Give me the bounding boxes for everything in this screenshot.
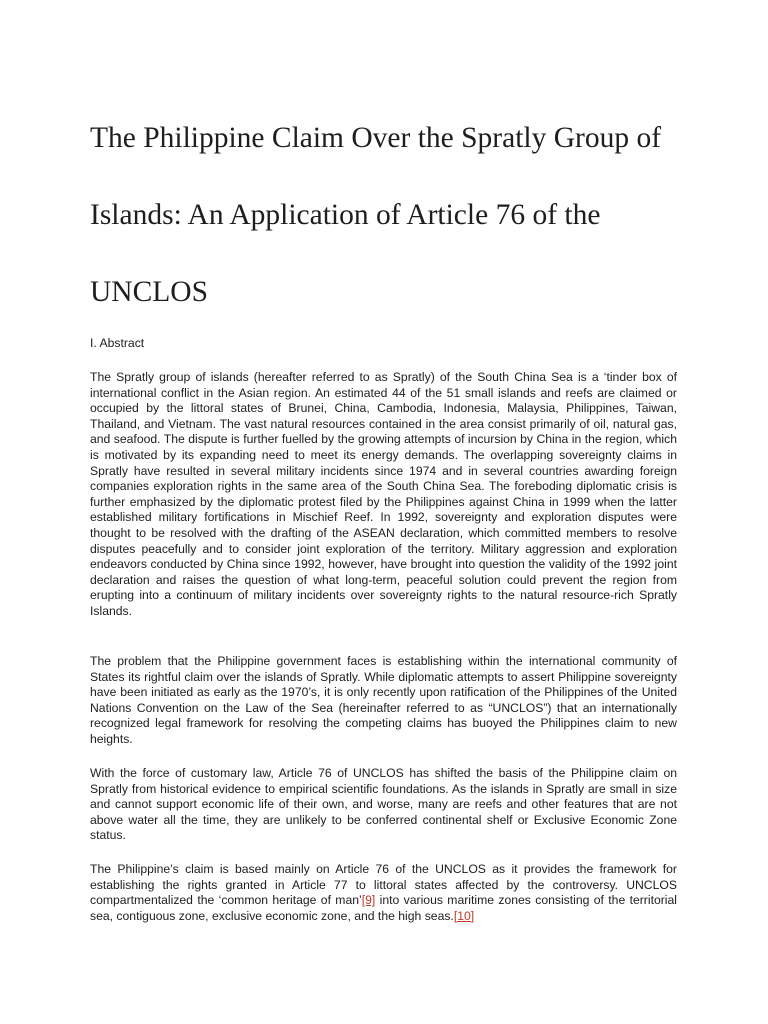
section-heading-abstract: I. Abstract [90,336,145,350]
document-title [90,100,730,331]
paragraph-4-text-a: The Philippine’s claim is based mainly on Article 76 of the UNCLOS as it provides the framework for establishing the rights granted in Article 77 to littoral states affected by the controversy. UNCLOS compartmentalized the ‘common heritage of man’ [90,862,677,908]
paragraph-1: The Spratly group of islands (hereafter referred to as Spratly) of the South China Sea is a ‘tinder box of international conflict in the Asian region. An estimated 44 of the 51 small islands and reefs are claimed or occupied by the littoral states of Brunei, China, Cambodia, Indonesia, Malaysia, Philippines, Taiwan, Thailand, and Vietnam. The vast natural resources contained in the area consist primarily of oil, natural gas, and seafood. The dispute is further fuelled by the growing attempts of incursion by China in the region, which is motivated by its expanding need to meet its energy demands. The overlapping sovereignty claims in Spratly have resulted in several military incidents since 1974 and in several countries awarding foreign companies exploration rights in the same area of the South China Sea. The foreboding diplomatic crisis is further emphasized by the diplomatic protest filed by the Philippines against China in 1999 when the latter established military fortifications in Mischief Reef. In 1992, sovereignty and exploration disputes were thought to be resolved with the drafting of the ASEAN declaration, which committed members to resolve disputes peacefully and to consider joint exploration of the territory. Military aggression and exploration endeavors conducted by China since 1992, however, have brought into question the validity of the 1992 joint declaration and raises the question of what long-term, peaceful solution could prevent the region from erupting into a continuum of military incidents over sovereignty rights to the natural resource-rich Spratly Islands. [90,370,677,618]
title-line-3: UNCLOS [90,276,209,308]
title-line-1: The Philippine Claim Over the Spratly Group of [90,122,662,154]
footnote-link-10[interactable]: [10] [453,908,475,923]
paragraph-3: With the force of customary law, Article 76 of UNCLOS has shifted the basis of the Philippine claim on Spratly from historical evidence to empirical scientific foundations. As the islands in Spratly are small in size and cannot support economic life of their own, and worse, many are reefs and other features that are not above water all the time, they are unlikely to be conferred continental shelf or Exclusive Economic Zone status. [90,766,677,843]
paragraph-4 [90,862,677,924]
footnote-link-9[interactable]: [9] [361,893,376,908]
paragraph-4-text-b: into various maritime zones consisting of the territorial sea, contiguous zone, exclusive economic zone, and the high seas. [90,893,677,923]
paragraph-2: The problem that the Philippine government faces is establishing within the international community of States its rightful claim over the islands of Spratly. While diplomatic attempts to assert Philippine sovereignty have been initiated as early as the 1970’s, it is only recently upon ratification of the Philippines of the United Nations Convention on the Law of the Sea (hereinafter referred to as “UNCLOS”) that an internationally recognized legal framework for resolving the competing claims has buoyed the Philippines claim to new heights. [90,654,677,746]
title-line-2: Islands: An Application of Article 76 of the [90,199,601,231]
